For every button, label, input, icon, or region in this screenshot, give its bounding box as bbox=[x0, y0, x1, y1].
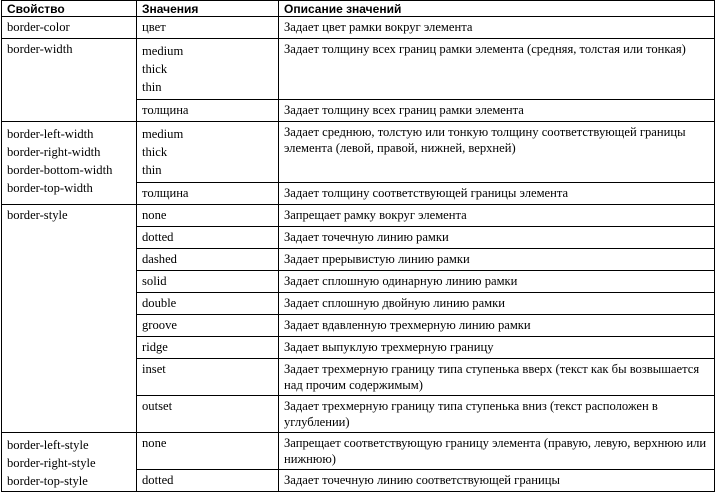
property-item: border-right-width bbox=[7, 145, 101, 159]
property-cell: border-color bbox=[2, 17, 137, 39]
value-cell: dotted bbox=[137, 470, 279, 492]
property-cell: border-width bbox=[2, 39, 137, 122]
description-cell: Задает сплошную двойную линию рамки bbox=[279, 293, 715, 315]
property-item: border-left-style bbox=[7, 438, 89, 452]
value-cell: dashed bbox=[137, 249, 279, 271]
description-cell: Задает толщину всех границ рамки элемента bbox=[279, 100, 715, 122]
value-cell: solid bbox=[137, 271, 279, 293]
value-cell: inset bbox=[137, 359, 279, 396]
value-item: thick bbox=[142, 145, 168, 159]
property-item: border-right-style bbox=[7, 456, 96, 470]
value-cell: double bbox=[137, 293, 279, 315]
description-cell: Задает точечную линию соответствующей границы bbox=[279, 470, 715, 492]
value-cell: ridge bbox=[137, 337, 279, 359]
value-cell: outset bbox=[137, 396, 279, 433]
description-cell: Задает прерывистую линию рамки bbox=[279, 249, 715, 271]
value-cell: none bbox=[137, 205, 279, 227]
value-item: thin bbox=[142, 163, 162, 177]
value-cell: groove bbox=[137, 315, 279, 337]
css-border-properties-table bbox=[1, 0, 715, 492]
value-cell: толщина bbox=[137, 100, 279, 122]
header-property: Свойство bbox=[2, 1, 137, 17]
property-item: border-bottom-width bbox=[7, 163, 113, 177]
table-row bbox=[2, 205, 715, 227]
value-cell: dotted bbox=[137, 227, 279, 249]
header-values: Значения bbox=[137, 1, 279, 17]
table-row bbox=[2, 17, 715, 39]
value-item: thick bbox=[142, 62, 168, 76]
table-row bbox=[2, 122, 715, 183]
description-cell: Запрещает рамку вокруг элемента bbox=[279, 205, 715, 227]
header-row bbox=[2, 1, 715, 17]
table-row bbox=[2, 433, 715, 470]
table-row bbox=[2, 39, 715, 100]
value-cell bbox=[137, 122, 279, 183]
property-item: border-top-style bbox=[7, 474, 88, 488]
description-cell: Задает цвет рамки вокруг элемента bbox=[279, 17, 715, 39]
description-cell: Задает трехмерную границу типа ступенька вниз (текст расположен в углублении) bbox=[279, 396, 715, 433]
description-cell: Задает выпуклую трехмерную границу bbox=[279, 337, 715, 359]
value-cell bbox=[137, 39, 279, 100]
value-cell: цвет bbox=[137, 17, 279, 39]
property-cell bbox=[2, 433, 137, 492]
value-item: thin bbox=[142, 80, 162, 94]
value-cell: толщина bbox=[137, 183, 279, 205]
property-cell: border-style bbox=[2, 205, 137, 433]
description-cell: Задает точечную линию рамки bbox=[279, 227, 715, 249]
description-cell: Задает толщину всех границ рамки элемента (средняя, толстая или тонкая) bbox=[279, 39, 715, 100]
value-item: medium bbox=[142, 44, 184, 58]
description-cell: Задает толщину соответствующей границы элемента bbox=[279, 183, 715, 205]
value-cell: none bbox=[137, 433, 279, 470]
property-item: border-top-width bbox=[7, 181, 93, 195]
description-cell: Задает сплошную одинарную линию рамки bbox=[279, 271, 715, 293]
value-item: medium bbox=[142, 127, 184, 141]
property-item: border-left-width bbox=[7, 127, 94, 141]
description-cell: Задает вдавленную трехмерную линию рамки bbox=[279, 315, 715, 337]
description-cell: Запрещает соответствующую границу элемента (правую, левую, верхнюю или нижнюю) bbox=[279, 433, 715, 470]
description-cell: Задает трехмерную границу типа ступенька вверх (текст как бы возвышается над прочим содержимым) bbox=[279, 359, 715, 396]
description-cell: Задает среднюю, толстую или тонкую толщину соответствующей границы элемента (левой, правой, нижней, верхней) bbox=[279, 122, 715, 183]
header-description: Описание значений bbox=[279, 1, 715, 17]
property-cell bbox=[2, 122, 137, 205]
